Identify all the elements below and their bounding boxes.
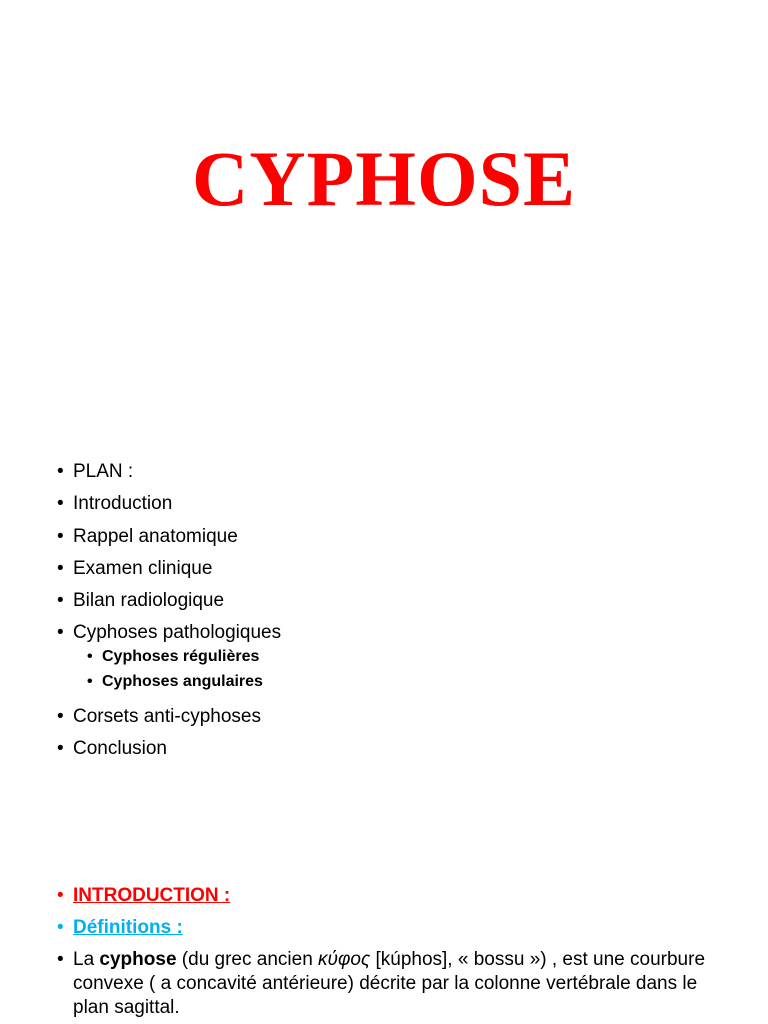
bullet-icon: • bbox=[57, 590, 64, 612]
bullet-icon: • bbox=[57, 885, 64, 906]
definitions-heading: • Définitions : bbox=[57, 917, 183, 938]
bullet-icon: • bbox=[87, 672, 93, 690]
plan-item: • Introduction bbox=[57, 490, 281, 522]
plan-item: • Conclusion bbox=[57, 735, 281, 767]
bullet-icon: • bbox=[57, 525, 64, 547]
bullet-icon: • bbox=[57, 493, 64, 515]
introduction-section bbox=[57, 884, 737, 1024]
bullet-icon: • bbox=[57, 622, 64, 644]
bullet-icon: • bbox=[57, 738, 64, 760]
plan-item: • PLAN : bbox=[57, 458, 281, 490]
introduction-heading: • INTRODUCTION : bbox=[57, 885, 231, 906]
plan-list bbox=[57, 458, 281, 767]
plan-item: • Cyphoses pathologiques bbox=[57, 619, 281, 651]
bullet-icon: • bbox=[57, 461, 64, 482]
bullet-icon: • bbox=[87, 647, 93, 665]
term-cyphose: cyphose bbox=[99, 949, 177, 970]
plan-item: • Rappel anatomique bbox=[57, 523, 281, 555]
bullet-icon: • bbox=[57, 917, 64, 938]
bullet-icon: • bbox=[57, 949, 64, 970]
plan-item: • Bilan radiologique bbox=[57, 587, 281, 619]
plan-item: • Examen clinique bbox=[57, 555, 281, 587]
bullet-icon: • bbox=[57, 705, 64, 727]
bullet-icon: • bbox=[57, 557, 64, 579]
plan-subitem: • Cyphoses régulières bbox=[87, 647, 260, 665]
plan-subitem: • Cyphoses angulaires bbox=[87, 672, 263, 690]
greek-term: κύφος bbox=[318, 949, 371, 970]
plan-item: • Corsets anti-cyphoses bbox=[57, 703, 281, 735]
definition-paragraph: • La cyphose (du grec ancien κύφος [kúphos], « bossu ») , est une courbure convexe ( a concavité antérieure) décrite par la colonne vertébrale dans le plan sagittal. bbox=[57, 949, 706, 1018]
slide-title: CYPHOSE bbox=[191, 135, 577, 222]
